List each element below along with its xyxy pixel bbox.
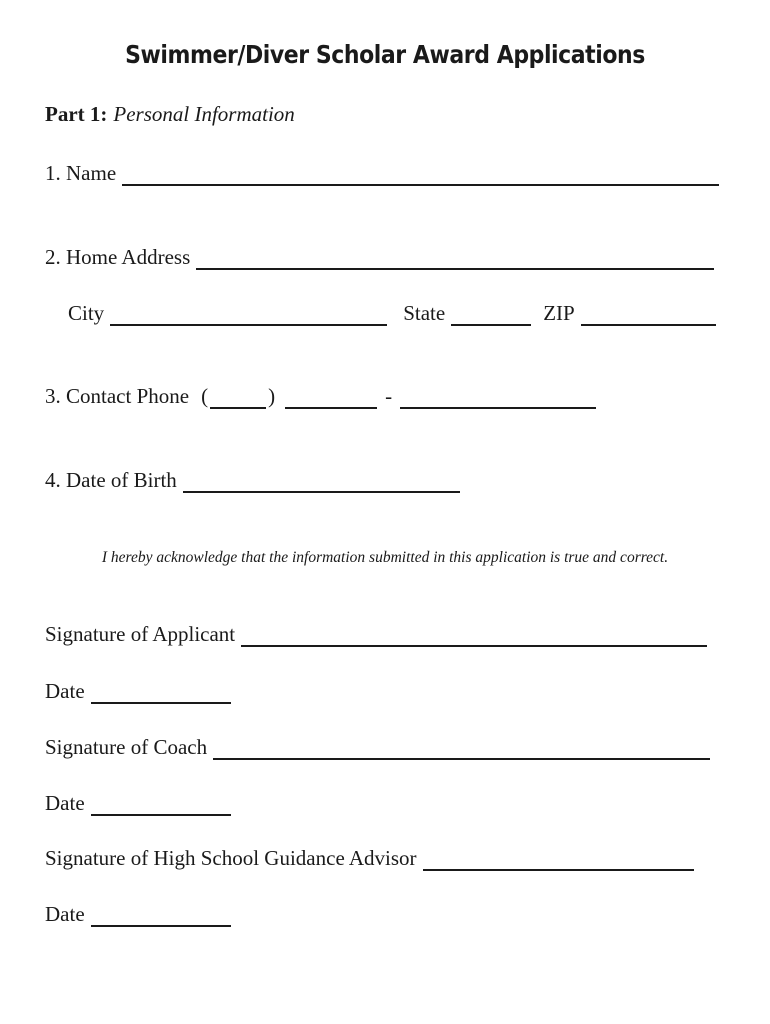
contact-phone-row bbox=[45, 381, 596, 409]
home-address-label: 2. Home Address bbox=[45, 245, 191, 269]
dob-field[interactable] bbox=[183, 471, 460, 493]
advisor-date-field[interactable] bbox=[91, 905, 231, 927]
applicant-signature-label: Signature of Applicant bbox=[45, 622, 236, 646]
advisor-signature-field[interactable] bbox=[423, 849, 694, 871]
home-address-row bbox=[45, 242, 714, 270]
advisor-date-label: Date bbox=[45, 902, 85, 926]
acknowledgement-text: I hereby acknowledge that the information submitted in this application is true and correct. bbox=[101, 549, 669, 566]
applicant-date-field[interactable] bbox=[91, 682, 231, 704]
advisor-signature-label: Signature of High School Guidance Advisor bbox=[45, 846, 417, 870]
phone-prefix-field[interactable] bbox=[285, 387, 377, 409]
applicant-date-label: Date bbox=[45, 679, 85, 703]
home-address-field[interactable] bbox=[196, 248, 714, 270]
zip-label: ZIP bbox=[543, 301, 575, 325]
section-heading bbox=[45, 102, 295, 127]
coach-date-field[interactable] bbox=[91, 794, 231, 816]
phone-line-number-field[interactable] bbox=[400, 387, 596, 409]
coach-signature-row bbox=[45, 732, 710, 760]
coach-date-row bbox=[45, 788, 231, 816]
coach-signature-field[interactable] bbox=[213, 738, 710, 760]
state-label: State bbox=[403, 301, 446, 325]
name-label: 1. Name bbox=[45, 161, 117, 185]
coach-date-label: Date bbox=[45, 791, 85, 815]
form-title: Swimmer/Diver Scholar Award Applications bbox=[125, 40, 645, 69]
name-field[interactable] bbox=[122, 164, 719, 186]
zip-field[interactable] bbox=[581, 304, 716, 326]
advisor-date-row bbox=[45, 899, 231, 927]
dob-label: 4. Date of Birth bbox=[45, 468, 177, 492]
phone-open-paren: ( bbox=[201, 384, 209, 408]
section-part-name: Personal Information bbox=[113, 102, 295, 126]
applicant-signature-field[interactable] bbox=[241, 625, 707, 647]
city-field[interactable] bbox=[110, 304, 387, 326]
city-label: City bbox=[68, 301, 105, 325]
dob-row bbox=[45, 465, 460, 493]
advisor-signature-row bbox=[45, 843, 694, 871]
coach-signature-label: Signature of Coach bbox=[45, 735, 208, 759]
applicant-date-row bbox=[45, 676, 231, 704]
phone-close-paren: ) bbox=[268, 384, 276, 408]
phone-dash: - bbox=[385, 384, 393, 408]
state-field[interactable] bbox=[451, 304, 531, 326]
contact-phone-label: 3. Contact Phone bbox=[45, 384, 190, 408]
city-state-zip-row bbox=[68, 298, 716, 326]
phone-area-code-field[interactable] bbox=[210, 387, 266, 409]
applicant-signature-row bbox=[45, 619, 707, 647]
name-row bbox=[45, 158, 719, 186]
section-part-label: Part 1: bbox=[45, 102, 108, 126]
